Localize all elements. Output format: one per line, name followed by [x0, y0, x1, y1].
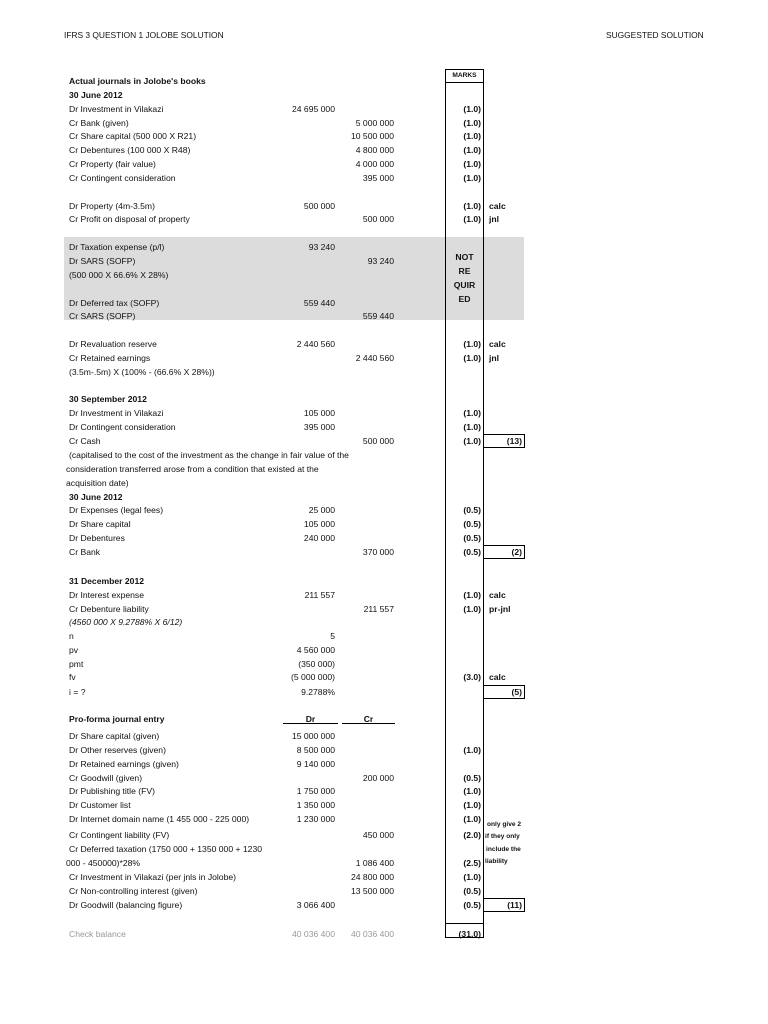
credit-amount: 500 000	[362, 214, 394, 224]
description: acquisition date)	[66, 478, 129, 488]
description: Dr Retained earnings (given)	[69, 759, 179, 769]
marks-value: (1.0)	[463, 339, 481, 349]
description: Dr Share capital (given)	[69, 731, 160, 741]
description: Pro-forma journal entry	[69, 714, 165, 724]
credit-amount: 500 000	[362, 436, 394, 446]
description: Cr Profit on disposal of property	[69, 214, 190, 224]
marks-value: (0.5)	[463, 773, 481, 783]
subtotal-marks: (11)	[507, 900, 522, 910]
description: 000 - 450000)*28%	[66, 858, 141, 868]
description: Cr SARS (SOFP)	[69, 311, 136, 321]
description: (4560 000 X 9.2788% X 6/12)	[69, 617, 183, 627]
credit-amount: 395 000	[362, 173, 394, 183]
marks-value: (3.0)	[463, 672, 481, 682]
marks-note: calc	[489, 339, 506, 349]
description: Cr Goodwill (given)	[69, 773, 143, 783]
description: Cr Investment in Vilakazi (per jnls in Jolobe)	[69, 872, 237, 882]
description: Dr Internet domain name (1 455 000 - 225 000)	[69, 814, 250, 824]
credit-amount: 559 440	[362, 311, 394, 321]
description: pv	[69, 645, 79, 655]
description: Dr Expenses (legal fees)	[69, 505, 164, 515]
debit-amount: 24 695 000	[291, 104, 335, 114]
description: Cr Non-controlling interest (given)	[69, 886, 198, 896]
not-required-line: RE	[458, 266, 471, 276]
debit-amount: 211 557	[304, 590, 335, 600]
dr-header: Dr	[305, 714, 316, 724]
description: Cr Deferred taxation (1750 000 + 1350 000 + 1230	[69, 844, 263, 854]
credit-amount: 370 000	[362, 547, 394, 557]
cr-header: Cr	[363, 714, 374, 724]
debit-amount: 105 000	[303, 519, 335, 529]
marks-value: (1.0)	[463, 201, 481, 211]
description: Cr Contingent consideration	[69, 173, 176, 183]
credit-amount: 4 800 000	[355, 145, 394, 155]
marks-value: (1.0)	[463, 118, 481, 128]
description: fv	[69, 672, 76, 682]
debit-amount: 3 066 400	[296, 900, 335, 910]
debit-amount: 4 560 000	[296, 645, 335, 655]
debit-amount: 25 000	[308, 505, 335, 515]
marks-value: (1.0)	[463, 745, 481, 755]
description: Cr Cash	[69, 436, 101, 446]
debit-amount: 240 000	[303, 533, 335, 543]
subtotal-marks: (5)	[511, 687, 522, 697]
marks-value: (1.0)	[463, 353, 481, 363]
note-line: liability	[485, 858, 508, 865]
marks-note: calc	[489, 672, 506, 682]
marks-value: (0.5)	[463, 505, 481, 515]
description: Actual journals in Jolobe's books	[69, 76, 206, 86]
note-line: if they only	[485, 833, 520, 840]
description: Dr Debentures	[69, 533, 125, 543]
not-required-line: NOT	[455, 252, 474, 262]
description: Cr Property (fair value)	[69, 159, 156, 169]
description: Dr Deferred tax (SOFP)	[69, 298, 160, 308]
description: Dr Contingent consideration	[69, 422, 176, 432]
description: Dr Share capital	[69, 519, 131, 529]
debit-amount: 105 000	[303, 408, 335, 418]
description: Dr Investment in Vilakazi	[69, 104, 164, 114]
description: n	[69, 631, 74, 641]
marks-value: (1.0)	[463, 214, 481, 224]
debit-amount: (350 000)	[298, 659, 335, 669]
credit-amount: 2 440 560	[355, 353, 394, 363]
debit-amount: 9.2788%	[301, 687, 335, 697]
description: (capitalised to the cost of the investment as the change in fair value of the	[69, 450, 349, 460]
description: 31 December 2012	[69, 576, 145, 586]
credit-amount: 200 000	[362, 773, 394, 783]
description: pmt	[69, 659, 84, 669]
credit-amount: 5 000 000	[355, 118, 394, 128]
description: Cr Debentures (100 000 X R48)	[69, 145, 191, 155]
marks-value: (0.5)	[463, 533, 481, 543]
description: consideration transferred arose from a condition that existed at the	[66, 464, 319, 474]
debit-amount: 395 000	[303, 422, 335, 432]
marks-value: (1.0)	[463, 590, 481, 600]
marks-value: (1.0)	[463, 800, 481, 810]
marks-value: (1.0)	[463, 604, 481, 614]
description: i = ?	[69, 687, 86, 697]
marks-note: pr-jnl	[489, 604, 511, 614]
marks-note: jnl	[489, 353, 500, 363]
marks-value: (1.0)	[463, 104, 481, 114]
marks-note: calc	[489, 201, 506, 211]
debit-amount: 40 036 400	[291, 929, 335, 939]
description: 30 September 2012	[69, 394, 147, 404]
marks-header: MARKS	[452, 72, 477, 79]
description: Cr Bank	[69, 547, 101, 557]
marks-right-border	[483, 83, 484, 937]
marks-value: (1.0)	[463, 786, 481, 796]
credit-amount: 24 800 000	[350, 872, 394, 882]
debit-amount: 5	[330, 631, 335, 641]
marks-value: (1.0)	[463, 173, 481, 183]
marks-value: (1.0)	[463, 872, 481, 882]
credit-amount: 10 500 000	[350, 131, 394, 141]
subtotal-marks: (13)	[506, 436, 522, 446]
description: Dr SARS (SOFP)	[69, 256, 136, 266]
header-underline	[342, 723, 395, 724]
not-required-line: ED	[458, 294, 471, 304]
description: Dr Revaluation reserve	[69, 339, 157, 349]
debit-amount: (5 000 000)	[291, 672, 335, 682]
marks-value: (1.0)	[463, 159, 481, 169]
debit-amount: 1 230 000	[296, 814, 335, 824]
subtotal-marks: (2)	[511, 547, 522, 557]
marks-value: (0.5)	[463, 519, 481, 529]
description: Cr Debenture liability	[69, 604, 149, 614]
description: Dr Goodwill (balancing figure)	[69, 900, 183, 910]
description: 30 June 2012	[69, 90, 123, 100]
description: Dr Other reserves (given)	[69, 745, 166, 755]
marks-total-top-border	[445, 923, 484, 924]
description: (500 000 X 66.6% X 28%)	[69, 270, 169, 280]
description: Cr Bank (given)	[69, 118, 129, 128]
description: Dr Taxation expense (p/l)	[69, 242, 165, 252]
debit-amount: 8 500 000	[296, 745, 335, 755]
debit-amount: 15 000 000	[291, 731, 335, 741]
credit-amount: 4 000 000	[355, 159, 394, 169]
description: Dr Investment in Vilakazi	[69, 408, 164, 418]
description: 30 June 2012	[69, 492, 123, 502]
marks-value: (1.0)	[463, 131, 481, 141]
description: Cr Share capital (500 000 X R21)	[69, 131, 197, 141]
marks-value: (31.0)	[458, 929, 481, 939]
note-line: include the	[486, 846, 521, 853]
description: Dr Property (4m-3.5m)	[69, 201, 155, 211]
debit-amount: 1 750 000	[296, 786, 335, 796]
credit-amount: 1 086 400	[355, 858, 394, 868]
description: Cr Contingent liability (FV)	[69, 830, 170, 840]
description: Check balance	[69, 929, 126, 939]
marks-note: jnl	[489, 214, 500, 224]
debit-amount: 500 000	[303, 201, 335, 211]
marks-value: (0.5)	[463, 886, 481, 896]
marks-value: (1.0)	[463, 145, 481, 155]
description: Dr Interest expense	[69, 590, 144, 600]
debit-amount: 93 240	[308, 242, 335, 252]
debit-amount: 2 440 560	[296, 339, 335, 349]
credit-amount: 13 500 000	[350, 886, 394, 896]
debit-amount: 1 350 000	[296, 800, 335, 810]
marks-value: (1.0)	[463, 436, 481, 446]
marks-value: (2.0)	[463, 830, 481, 840]
marks-value: (2.5)	[463, 858, 481, 868]
description: Dr Publishing title (FV)	[69, 786, 155, 796]
debit-amount: 9 140 000	[296, 759, 335, 769]
note-line: only give 2	[487, 821, 522, 828]
header-left: IFRS 3 QUESTION 1 JOLOBE SOLUTION	[64, 30, 224, 40]
description: Dr Customer list	[69, 800, 131, 810]
marks-value: (1.0)	[463, 408, 481, 418]
description: (3.5m-.5m) X (100% - (66.6% X 28%))	[69, 367, 215, 377]
credit-amount: 93 240	[367, 256, 394, 266]
debit-amount: 559 440	[303, 298, 335, 308]
credit-amount: 450 000	[362, 830, 394, 840]
marks-note: calc	[489, 590, 506, 600]
credit-amount: 211 557	[363, 604, 394, 614]
description: Cr Retained earnings	[69, 353, 151, 363]
marks-value: (1.0)	[463, 814, 481, 824]
header-underline	[283, 723, 338, 724]
not-required-line: QUIR	[453, 280, 476, 290]
credit-amount: 40 036 400	[350, 929, 394, 939]
header-right: SUGGESTED SOLUTION	[606, 30, 704, 40]
marks-value: (1.0)	[463, 422, 481, 432]
marks-value: (0.5)	[463, 900, 481, 910]
marks-value: (0.5)	[463, 547, 481, 557]
